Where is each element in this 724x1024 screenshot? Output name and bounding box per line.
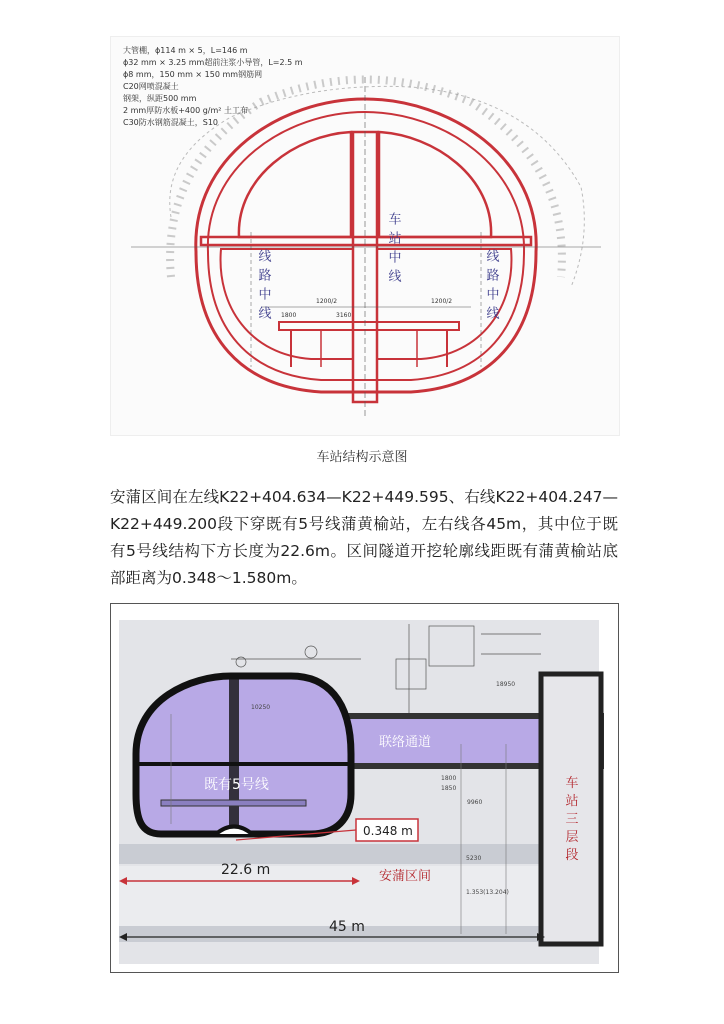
dim-3: 3160	[336, 312, 352, 319]
existing-line-label: 既有5号线	[204, 777, 269, 793]
station-label-2: 站	[565, 794, 579, 809]
body-paragraph: 安蒲区间在左线K22+404.634—K22+449.595、右线K22+404.247—K22+449.200段下穿既有5号线蒲黄榆站，左右线各45m，其中位于既有5号线结构下方长度为22.6m。区间隧道开挖轮廓线距既有蒲黄榆站底部距离为0.348～1.580m。	[110, 488, 618, 587]
dim-e: 5230	[466, 855, 482, 862]
station-structure-figure	[110, 36, 620, 436]
dim-4: 1200/2	[431, 298, 453, 305]
figure-caption: 车站结构示意图	[316, 450, 408, 465]
dim-1: 1200/2	[316, 298, 338, 305]
tunnel-label: 安蒲区间	[379, 869, 432, 884]
gap-label: 0.348 m	[363, 824, 413, 838]
note-5: 钢架，纵距500 mm	[123, 94, 197, 103]
dim-g: 18950	[496, 681, 516, 688]
note-3: ϕ8 mm，150 mm × 150 mm钢筋网	[123, 70, 263, 79]
undercrossing-diagram	[111, 604, 618, 972]
station-label-1: 车	[565, 776, 579, 791]
dim-f: 10250	[251, 704, 271, 711]
station-label-4: 层	[565, 830, 579, 845]
note-7: C30防水钢筋混凝土，S10	[123, 118, 219, 127]
station-label-3: 三	[565, 812, 579, 827]
dim-b: 1850	[441, 785, 457, 792]
length-long-label: 45 m	[329, 919, 365, 935]
note-1: 大管棚，ϕ114 m × 5，L=146 m	[123, 46, 248, 55]
station-label-5: 段	[565, 848, 579, 863]
passage-label: 联络通道	[379, 735, 432, 750]
left-line-label: 线路中线	[255, 249, 271, 325]
note-2: ϕ32 mm × 3.25 mm超前注浆小导管，L=2.5 m	[123, 58, 303, 67]
dim-d: 1.353(13.204)	[466, 889, 509, 896]
right-line-label: 线路中线	[483, 249, 499, 325]
note-6: 2 mm厚防水板+400 g/m² 土工布	[123, 106, 249, 115]
dim-a: 1800	[441, 775, 457, 782]
dim-2: 1800	[281, 312, 297, 319]
length-short-label: 22.6 m	[221, 862, 271, 878]
center-line-label: 车站中线	[385, 212, 401, 288]
undercrossing-section-figure	[110, 603, 619, 973]
station-structure-diagram	[111, 37, 619, 435]
dim-c: 9960	[467, 799, 483, 806]
note-4: C20网喷混凝土	[123, 82, 179, 91]
